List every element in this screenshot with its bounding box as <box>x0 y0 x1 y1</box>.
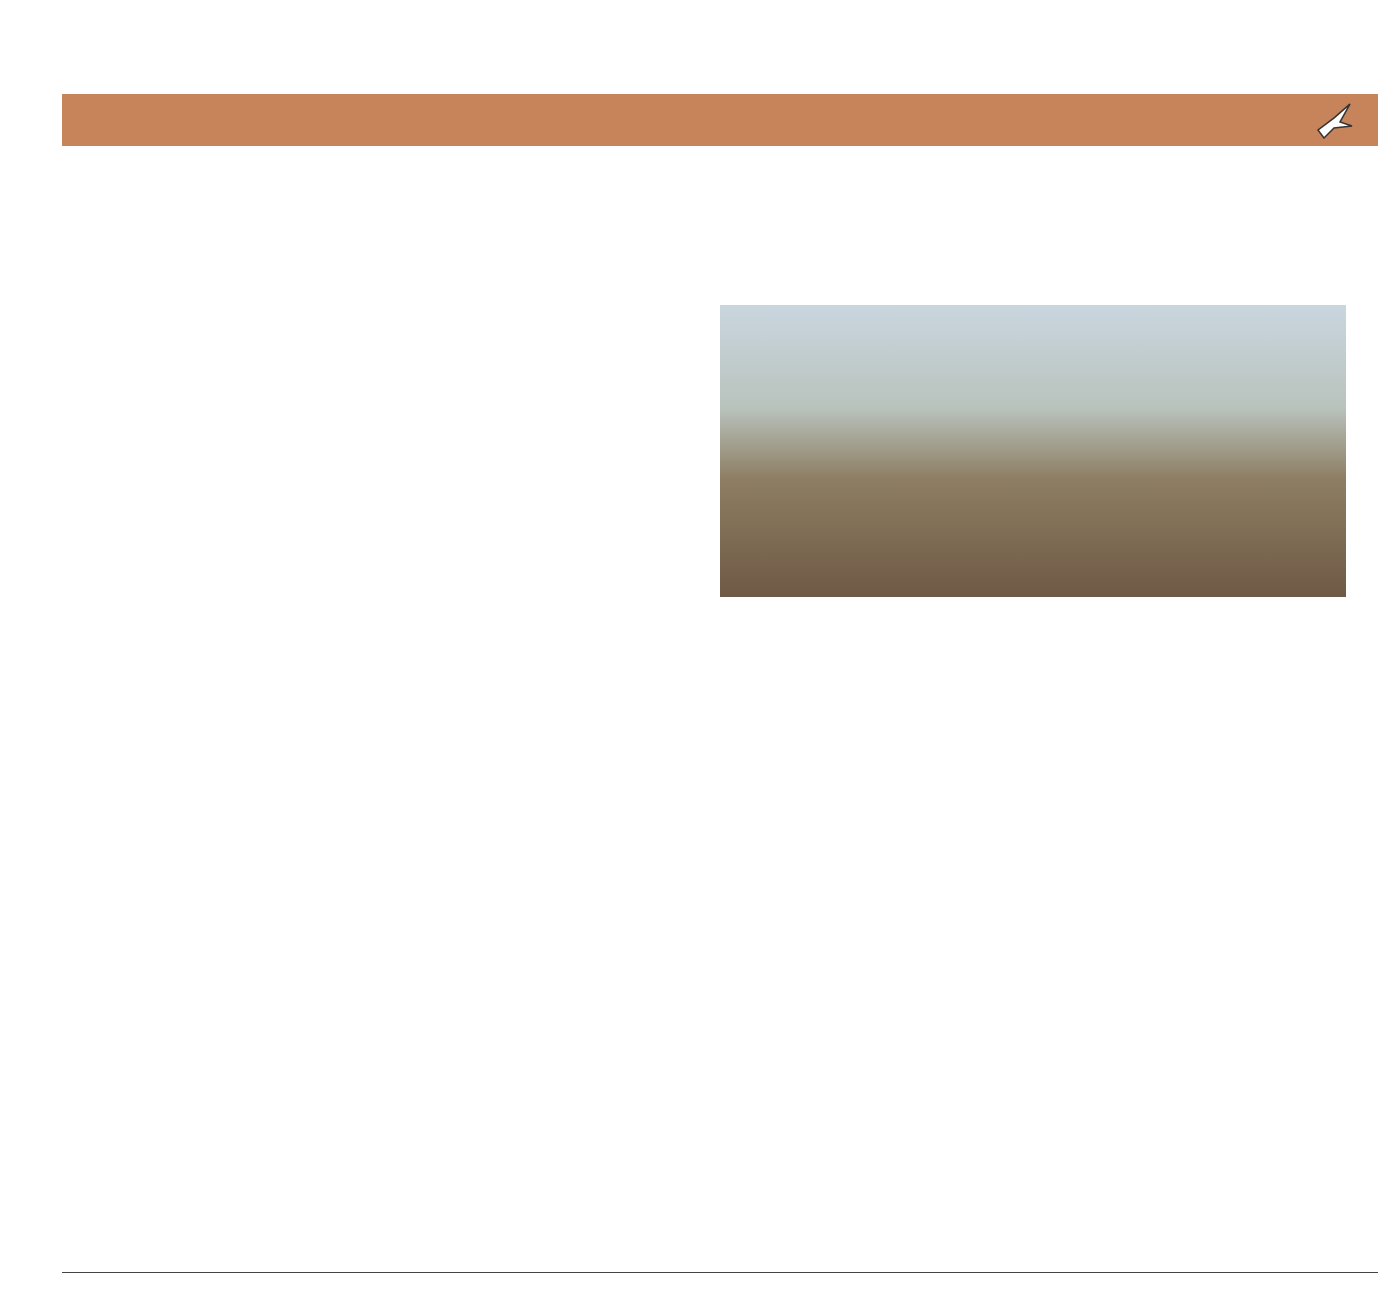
body-line <box>714 993 1344 1035</box>
body-line <box>714 908 1344 950</box>
body-line <box>60 1119 690 1161</box>
bird-icon <box>1314 100 1354 140</box>
body-line <box>60 442 690 484</box>
body-line <box>714 1120 1344 1162</box>
left-column <box>60 442 690 1246</box>
body-line <box>60 780 690 822</box>
body-line <box>60 992 690 1034</box>
headline <box>60 170 1350 260</box>
right-column <box>714 612 1344 1289</box>
body-line <box>714 1077 1344 1119</box>
body-line <box>714 781 1344 823</box>
subheads <box>60 300 680 438</box>
body-line <box>60 569 690 611</box>
body-line <box>714 1162 1344 1204</box>
body-line <box>60 907 690 949</box>
body-line <box>714 823 1344 865</box>
body-line <box>60 865 690 907</box>
body-line <box>714 866 1344 908</box>
body-line <box>60 1034 690 1076</box>
subhead <box>60 300 680 346</box>
body-line <box>714 739 1344 781</box>
body-line <box>60 527 690 569</box>
body-line <box>714 1204 1344 1246</box>
subhead <box>60 346 680 392</box>
body-line <box>60 1203 690 1245</box>
body-line <box>714 654 1344 696</box>
body-line <box>714 612 1344 654</box>
body-line <box>60 611 690 653</box>
body-line <box>60 823 690 865</box>
header-band <box>62 94 1378 146</box>
body-line <box>60 653 690 695</box>
body-line <box>60 484 690 526</box>
body-line <box>714 697 1344 739</box>
body-line <box>60 1161 690 1203</box>
bottom-rule <box>62 1272 1378 1273</box>
body-line <box>60 696 690 738</box>
dateline <box>60 392 680 438</box>
body-line <box>714 950 1344 992</box>
body-line <box>60 950 690 992</box>
article-photo <box>720 305 1346 597</box>
body-line <box>714 1035 1344 1077</box>
body-line <box>60 1076 690 1118</box>
body-line <box>714 1246 1344 1288</box>
body-line <box>60 738 690 780</box>
